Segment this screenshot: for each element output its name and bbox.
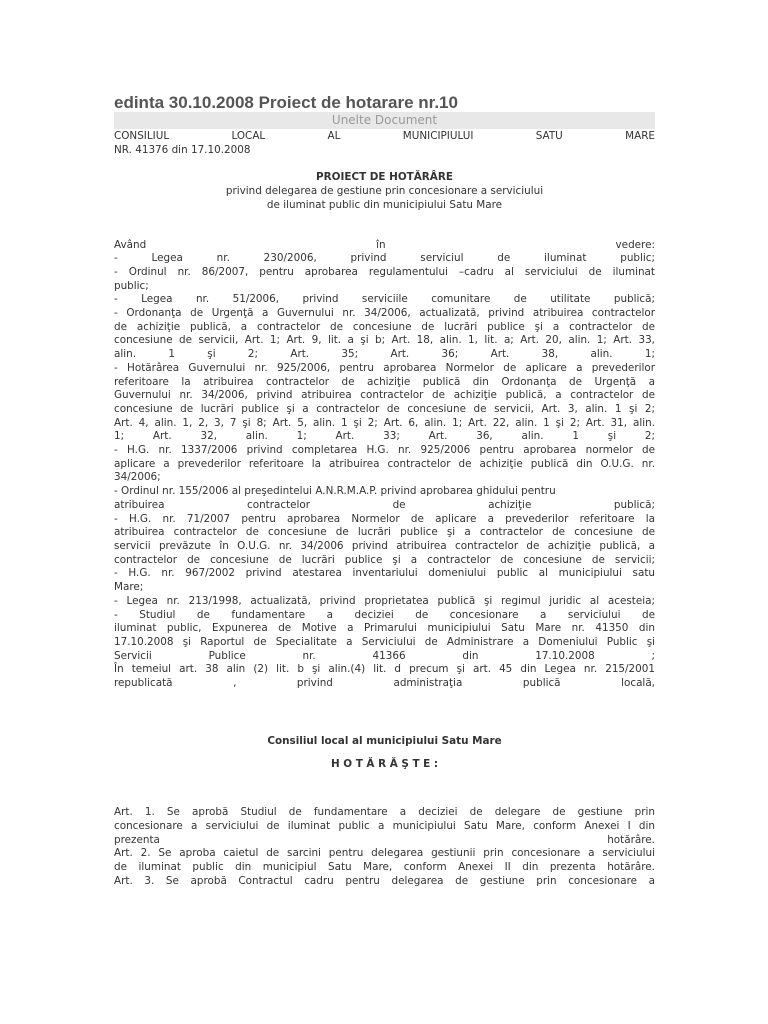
preamble-line: Mare; — [114, 581, 144, 594]
article-line: de iluminat public din municipiul Satu Mare, conform Anexei II din prezenta hotărâre. — [114, 860, 655, 873]
preamble-line: Servicii Publice nr. 41366 din 17.10.2008 ; — [114, 649, 655, 662]
preamble-line: iluminat public, Expunerea de Motive a Primarului municipiului Satu Mare nr. 41350 din — [114, 622, 655, 635]
preamble-line: - H.G. nr. 967/2002 privind atestarea inventariului domeniului public al municipiului satu — [114, 567, 655, 580]
preamble-line: atribuirea contractelor de achiziţie publică; — [114, 498, 655, 511]
article-line: Art. 2. Se aproba caietul de sarcini pentru delegarea gestiunii prin concesionare a serviciului — [114, 847, 655, 860]
articles — [114, 806, 655, 888]
header-line: CONSILIUL LOCAL AL MUNICIPIULUI SATU MARE — [114, 130, 655, 142]
preamble-line: - Ordinul nr. 86/2007, pentru aprobarea regulamentului –cadru al serviciului de iluminat — [114, 265, 655, 278]
preamble-line: În temeiul art. 38 alin (2) lit. b şi alin.(4) lit. d precum şi art. 45 din Legea nr. 215/2001 — [114, 663, 655, 676]
preamble-line: aplicare a prevederilor referitoare la atribuirea contractelor de achiziţie publică din O.U.G. nr. — [114, 457, 655, 470]
preamble-line: contractelor de concesiune de lucrări publice şi a contractelor de concesiune de servicii; — [114, 553, 655, 566]
preamble-line: - Legea nr. 51/2006, privind serviciile comunitare de utilitate publică; — [114, 293, 655, 306]
preamble-line: public; — [114, 279, 149, 292]
document-heading: PROIECT DE HOTĂRÂRE — [316, 171, 453, 184]
document-subheading-2: de iluminat public din municipiului Satu Mare — [266, 198, 503, 211]
preamble-line: Guvernului nr. 34/2006, privind atribuirea contractelor de achiziţie publică, a contractelor de — [114, 389, 655, 402]
preamble-line: - Legea nr. 230/2006, privind serviciul de iluminat public; — [114, 252, 655, 265]
document-body — [114, 130, 655, 888]
preamble-line: - Hotărârea Guvernului nr. 925/2006, pentru aprobarea Normelor de aplicare a prevederilor — [114, 361, 655, 374]
preamble-line: - Ordonanţa de Urgenţă a Guvernului nr. 34/2006, actualizată, privind atribuirea contractelor — [114, 307, 655, 320]
article-line: Art. 1. Se aprobă Studiul de fundamentare a deciziei de delegare de gestiune prin — [114, 806, 655, 819]
document-toolbar[interactable] — [114, 112, 655, 129]
preamble — [114, 239, 655, 691]
decides-heading: H O T Ă R Ă Ş T E : — [330, 758, 439, 771]
preamble-line: 34/2006; — [114, 471, 161, 484]
preamble-line: de achiziţie publică, a contractelor de concesiune de lucrări publice şi a contractelor de — [114, 320, 655, 333]
preamble-line: atribuirea contractelor de concesiune de lucrări publice şi a contractelor de concesiune de — [114, 526, 655, 539]
preamble-line: 1; Art. 32, alin. 1; Art. 33; Art. 36, alin. 1 şi 2; — [114, 430, 655, 443]
preamble-line: alin. 1 şi 2; Art. 35; Art. 36; Art. 38, alin. 1; — [114, 348, 655, 361]
article-line: prezenta hotărâre. — [114, 833, 655, 846]
preamble-line: - Legea nr. 213/1998, actualizată, privind proprietatea publică şi regimul juridic al acesteia; — [114, 594, 655, 607]
article-line: concesionare a serviciului de iluminat public a municipiului Satu Mare, conform Anexei I din — [114, 819, 655, 832]
preamble-line: republicată , privind administraţia publică locală, — [114, 677, 655, 690]
preamble-line: Având în vedere: — [114, 238, 655, 251]
document-tools-label[interactable]: Unelte Document — [331, 113, 438, 127]
preamble-line: referitoare la atribuirea contractelor de achiziţie publică din Ordonanţa de Urgenţă a — [114, 375, 655, 388]
document-subheading-1: privind delegarea de gestiune prin concesionare a serviciului — [225, 185, 544, 198]
preamble-line: - Studiul de fundamentare a deciziei de concesionare a serviciului de — [114, 608, 655, 621]
reference-number: NR. 41376 din 17.10.2008 — [114, 143, 251, 156]
preamble-line: Art. 4, alin. 1, 2, 3, 7 şi 8; Art. 5, alin. 1 şi 2; Art. 6, alin. 1; Art. 22, alin. 1 şi 2; Art. 31, alin. — [114, 416, 655, 429]
preamble-line: - H.G. nr. 71/2007 pentru aprobarea Normelor de aplicare a prevederilor referitoare la — [114, 512, 655, 525]
preamble-line: - Ordinul nr. 155/2006 al preşedintelui A.N.R.M.A.P. privind aprobarea ghidului pentru — [114, 485, 556, 498]
preamble-line: - H.G. nr. 1337/2006 privind completarea H.G. nr. 925/2006 pentru aprobarea normelor de — [114, 444, 655, 457]
preamble-line: concesiune de servicii, Art. 1; Art. 9, lit. a şi b; Art. 18, alin. 1, lit. a; Art. 20, alin. 1; Art. 33, — [114, 334, 655, 347]
preamble-line: 17.10.2008 şi Raportul de Specialitate a Serviciului de Administrare a Domeniului Public şi — [114, 635, 655, 648]
preamble-line: servicii prevăzute în O.U.G. nr. 34/2006 privind atribuirea contractelor de achiziţie publică, a — [114, 539, 655, 552]
page-title: edinta 30.10.2008 Proiect de hotarare nr.10 — [114, 93, 458, 112]
preamble-line: concesiune de lucrări publice şi a contractelor de concesiune de servicii, Art. 3, alin. 1 şi 2; — [114, 402, 655, 415]
council-heading: Consiliul local al municipiului Satu Mare — [267, 734, 502, 747]
article-line: Art. 3. Se aprobă Contractul cadru pentru delegarea de gestiune prin concesionare a — [114, 874, 655, 887]
